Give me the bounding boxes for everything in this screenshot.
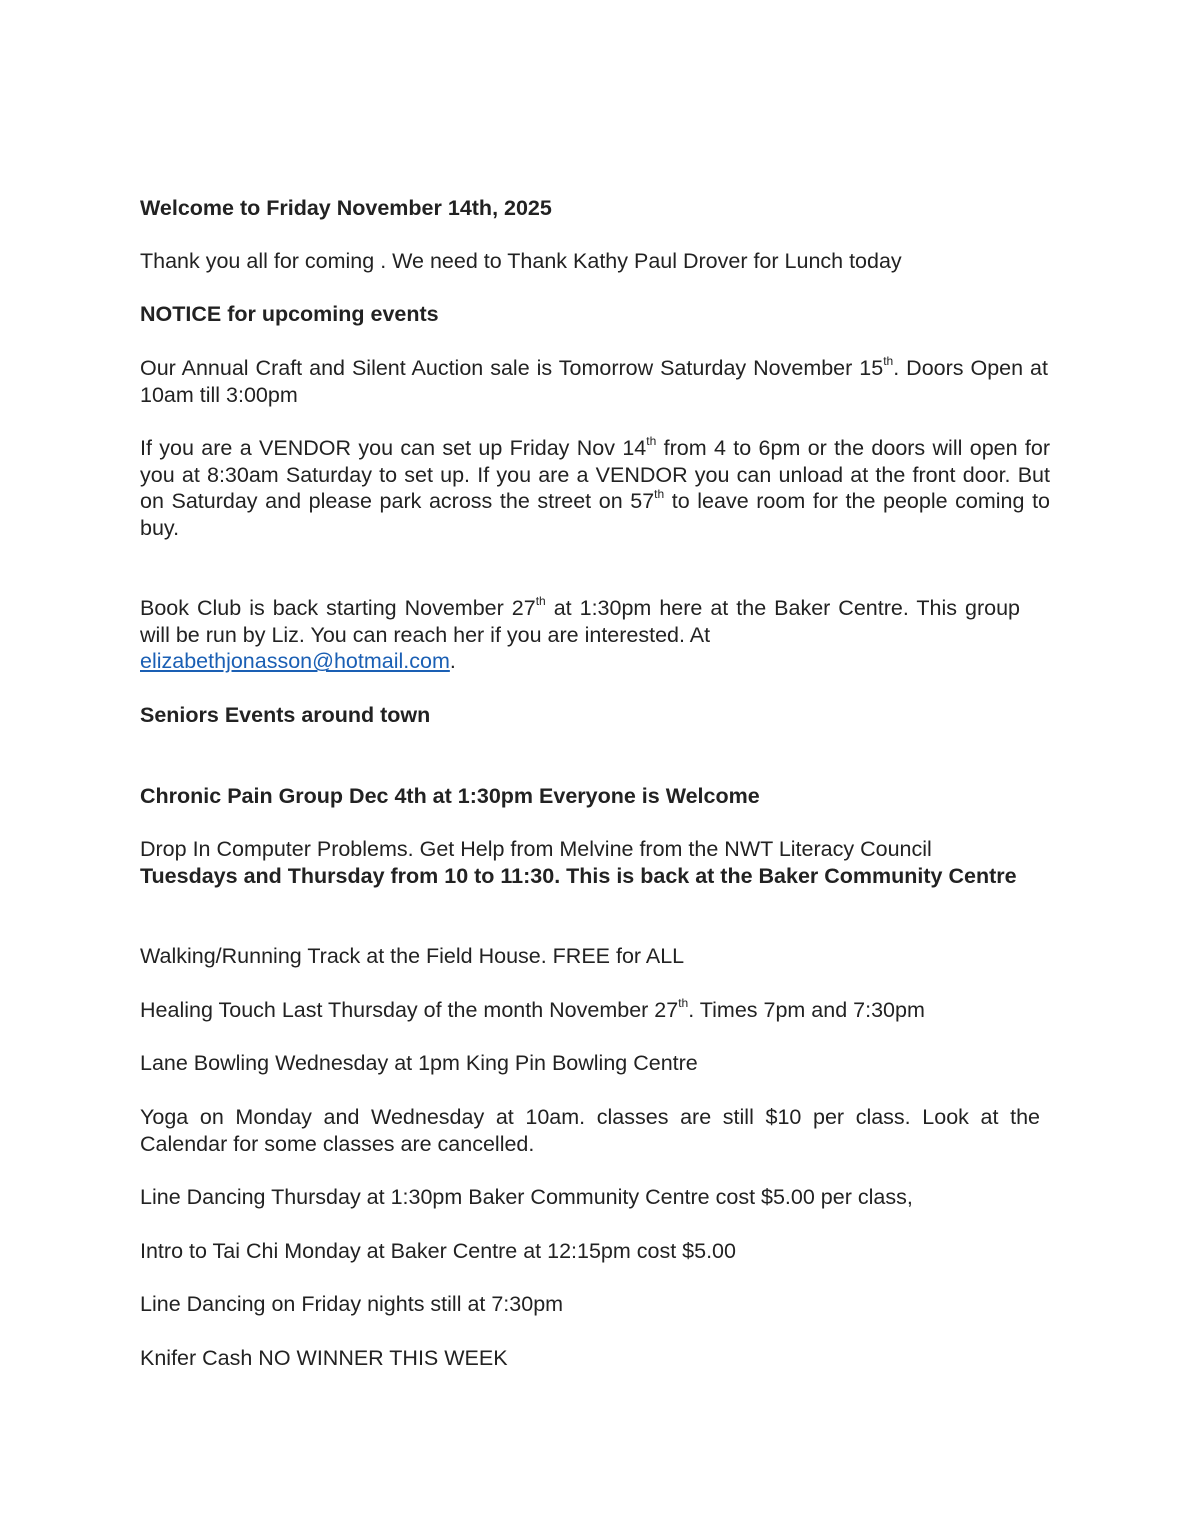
craft-sale-paragraph: Our Annual Craft and Silent Auction sale is Tomorrow Saturday November 15th. Doors Open at 10am till 3:00pm (140, 353, 1048, 407)
computer-paragraph: Drop In Computer Problems. Get Help from Melvine from the NWT Literacy Council Tuesdays and Thursday from 10 to 11:30. This is back at the Baker Community Centre (140, 837, 1017, 888)
email-link[interactable]: elizabethjonasson@hotmail.com (140, 649, 450, 674)
seniors-heading: Seniors Events around town (140, 703, 431, 727)
walking-track-text: Walking/Running Track at the Field House. FREE for ALL (140, 944, 685, 968)
chronic-pain-heading: Chronic Pain Group Dec 4th at 1:30pm Everyone is Welcome (140, 784, 760, 808)
line-dancing-friday-text: Line Dancing on Friday nights still at 7:30pm (140, 1292, 564, 1316)
yoga-paragraph: Yoga on Monday and Wednesday at 10am. classes are still $10 per class. Look at the Calendar for some classes are cancelled. (140, 1105, 1040, 1156)
healing-touch-text: Healing Touch Last Thursday of the month November 27th. Times 7pm and 7:30pm (140, 995, 925, 1022)
notice-heading: NOTICE for upcoming events (140, 302, 439, 326)
vendor-paragraph: If you are a VENDOR you can set up Friday Nov 14th from 4 to 6pm or the doors will open for you at 8:30am Saturday to set up. If you are a VENDOR you can unload at the front door. But on Saturday and please park across the street on 57th to leave room for the people coming to buy. (140, 433, 1051, 541)
book-club-paragraph: Book Club is back starting November 27th at 1:30pm here at the Baker Centre. This group will be run by Liz. You can reach her if you are interested. At elizabethjonasson@hotmail.com. (140, 593, 1020, 674)
page-title: Welcome to Friday November 14th, 2025 (140, 196, 552, 220)
line-dancing-thursday-text: Line Dancing Thursday at 1:30pm Baker Community Centre cost $5.00 per class, (140, 1185, 913, 1209)
knifer-cash-text: Knifer Cash NO WINNER THIS WEEK (140, 1346, 508, 1370)
bowling-text: Lane Bowling Wednesday at 1pm King Pin Bowling Centre (140, 1051, 698, 1075)
thanks-text: Thank you all for coming . We need to Thank Kathy Paul Drover for Lunch today (140, 249, 902, 273)
tai-chi-text: Intro to Tai Chi Monday at Baker Centre at 12:15pm cost $5.00 (140, 1239, 736, 1263)
